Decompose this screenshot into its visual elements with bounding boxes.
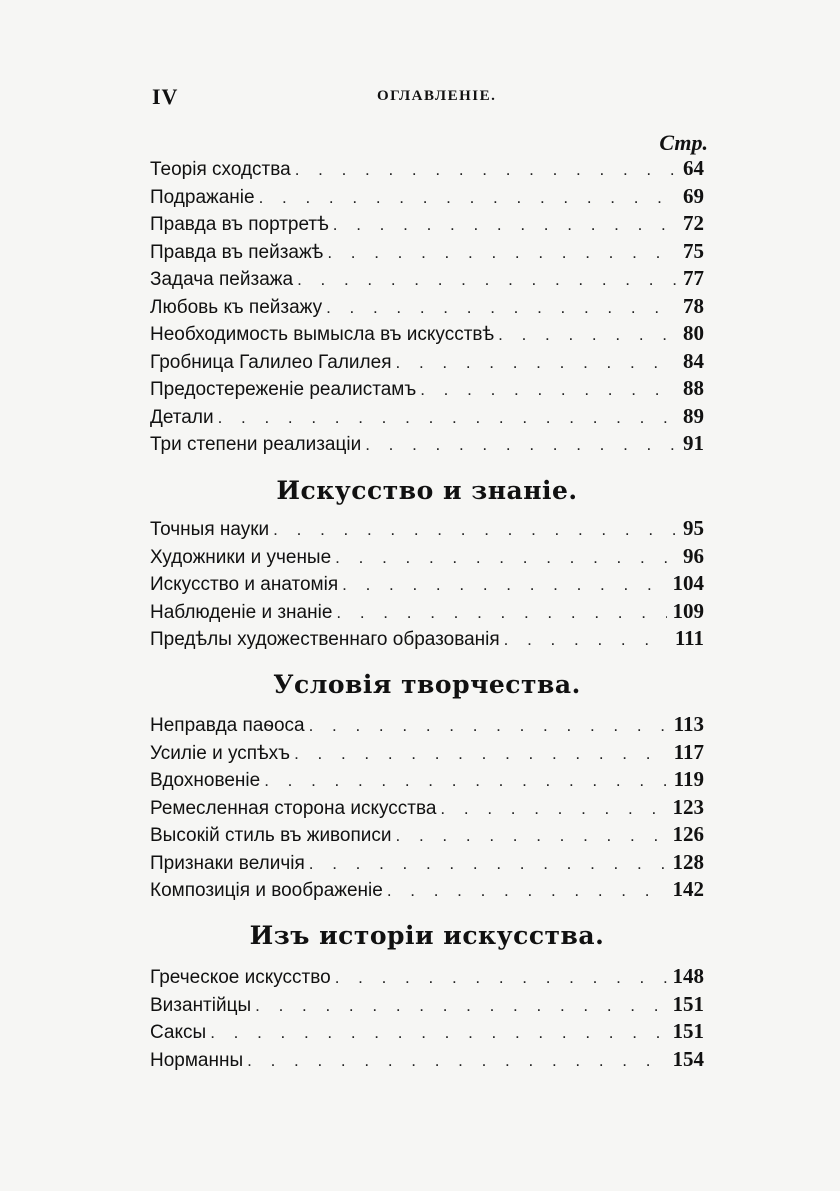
toc-entry-page: 75 <box>683 238 704 263</box>
toc-entry <box>150 766 704 794</box>
toc-entry-title: Наблюденіе и знаніе <box>150 601 333 623</box>
toc-entry-page: 96 <box>683 543 704 568</box>
toc-entry-title: Детали <box>150 406 214 428</box>
toc-entry <box>150 849 704 877</box>
toc-entry <box>150 375 704 403</box>
toc-entry-page: 89 <box>683 403 704 428</box>
running-head <box>152 84 710 108</box>
toc-entry <box>150 739 704 767</box>
toc-entry <box>150 210 704 238</box>
dot-leader <box>264 767 667 795</box>
toc-entry-page: 64 <box>683 156 704 180</box>
dot-leader <box>336 599 666 627</box>
toc-entry <box>150 1018 704 1046</box>
section-heading: Искусство и знаніе. <box>276 476 578 505</box>
toc-entry <box>150 293 704 321</box>
dot-leader <box>504 626 669 654</box>
toc-entry-page: 78 <box>683 293 704 318</box>
toc-entry <box>150 348 704 376</box>
toc-entry <box>150 155 704 183</box>
toc-entry-title: Греческое искусство <box>150 967 331 988</box>
dot-leader <box>309 850 667 878</box>
toc-entry <box>150 543 704 571</box>
toc-entry-title: Вдохновеніе <box>150 770 261 791</box>
toc-entry-title: Предостереженіе реалистамъ <box>150 379 417 400</box>
toc-entry-title: Задача пейзажа <box>150 269 294 290</box>
toc-entry <box>150 821 704 849</box>
dot-leader <box>294 740 668 768</box>
section-heading: Условія творчества. <box>273 670 581 699</box>
page-number: IV <box>152 84 179 109</box>
dot-leader <box>273 516 677 544</box>
dot-leader <box>255 992 666 1020</box>
toc-entry-title: Ремесленная сторона искусства <box>150 797 437 819</box>
dot-leader <box>309 712 668 740</box>
toc-entry-page: 95 <box>683 516 704 540</box>
toc-entry-page: 154 <box>672 1046 704 1071</box>
toc-entry-page: 151 <box>672 991 704 1016</box>
dot-leader <box>342 571 666 599</box>
section-heading: Изъ исторіи искусства. <box>249 921 605 950</box>
toc-entry-title: Гробница Галилео Галилея <box>150 351 392 373</box>
page-title: ОГЛАВЛЕНІЕ. <box>377 88 497 104</box>
toc-entry-title: Точныя науки <box>150 519 270 540</box>
toc-entry-title: Неправда паѳоса <box>150 715 305 736</box>
toc-entry-title: Признаки величія <box>150 852 305 874</box>
toc-entry-page: 119 <box>673 767 704 791</box>
dot-leader <box>420 376 677 404</box>
toc-entry-title: Норманны <box>150 1049 244 1071</box>
toc-entry <box>150 403 704 431</box>
toc-entry-title: Саксы <box>150 1022 207 1043</box>
toc-group <box>150 155 704 458</box>
dot-leader <box>396 822 667 850</box>
toc-entry <box>150 876 704 904</box>
toc-entry-title: Любовь къ пейзажу <box>150 296 323 318</box>
toc-entry <box>150 711 704 739</box>
dot-leader <box>335 964 667 992</box>
toc-entry-page: 126 <box>672 822 704 846</box>
dot-leader <box>440 795 666 823</box>
toc-group <box>150 515 704 653</box>
toc-entry-page: 80 <box>683 321 704 345</box>
toc-entry <box>150 1046 704 1074</box>
toc-entry <box>150 794 704 822</box>
toc-entry <box>150 183 704 211</box>
dot-leader <box>326 294 677 322</box>
toc-entry <box>150 265 704 293</box>
toc-entry-title: Правда въ пейзажѣ <box>150 241 324 263</box>
toc-entry-page: 123 <box>672 794 704 819</box>
toc-entry-title: Необходимость вымысла въ искусствѣ <box>150 324 495 345</box>
dot-leader <box>387 877 667 905</box>
toc-entry-page: 111 <box>674 626 704 650</box>
toc-entry <box>150 963 704 991</box>
dot-leader <box>396 349 678 377</box>
toc-group <box>150 711 704 904</box>
toc-entry <box>150 598 704 626</box>
toc-entry-title: Правда въ портретѣ <box>150 214 329 235</box>
toc-entry-page: 113 <box>673 712 704 736</box>
dot-leader <box>335 544 677 572</box>
toc-entry-page: 72 <box>683 211 704 235</box>
dot-leader <box>259 184 677 212</box>
toc-group <box>150 963 704 1073</box>
page-column-label: Стр. <box>659 130 708 155</box>
dot-leader <box>365 431 677 459</box>
dot-leader <box>333 211 677 239</box>
toc-entry-page: 151 <box>672 1019 704 1043</box>
toc-entry-page: 142 <box>672 877 704 901</box>
dot-leader <box>218 404 677 432</box>
toc-entry <box>150 515 704 543</box>
toc-entry <box>150 570 704 598</box>
toc-entry-title: Три степени реализаціи <box>150 434 362 455</box>
toc-entry-page: 88 <box>683 376 704 400</box>
toc-entry-title: Теорія сходства <box>150 159 291 180</box>
dot-leader <box>210 1019 666 1047</box>
toc-entry-title: Художники и ученые <box>150 546 332 568</box>
toc-entry-title: Высокій стиль въ живописи <box>150 825 392 846</box>
dot-leader <box>295 156 677 184</box>
toc-entry <box>150 625 704 653</box>
toc-entry-page: 148 <box>672 964 704 988</box>
toc-entry-title: Искусство и анатомія <box>150 574 339 595</box>
toc-entry <box>150 238 704 266</box>
toc-entry <box>150 991 704 1019</box>
toc-entry-page: 104 <box>672 571 704 595</box>
dot-leader <box>327 239 677 267</box>
toc-entry <box>150 320 704 348</box>
toc-entry-title: Византійцы <box>150 994 252 1016</box>
toc-entry-page: 109 <box>672 598 704 623</box>
toc-entry-title: Предѣлы художественнаго образованія <box>150 629 500 650</box>
toc-entry <box>150 430 704 458</box>
toc-entry-page: 84 <box>683 348 704 373</box>
toc-entry-title: Подражаніе <box>150 186 255 208</box>
dot-leader <box>297 266 677 294</box>
toc-entry-page: 69 <box>683 183 704 208</box>
dot-leader <box>247 1047 666 1075</box>
toc-entry-page: 128 <box>672 849 704 874</box>
toc-entry-title: Композиція и воображеніе <box>150 880 383 901</box>
toc-entry-page: 117 <box>673 739 704 764</box>
toc-entry-page: 77 <box>683 266 704 290</box>
dot-leader <box>498 321 677 349</box>
toc-entry-page: 91 <box>683 431 704 455</box>
toc-entry-title: Усиліе и успѣхъ <box>150 742 291 764</box>
